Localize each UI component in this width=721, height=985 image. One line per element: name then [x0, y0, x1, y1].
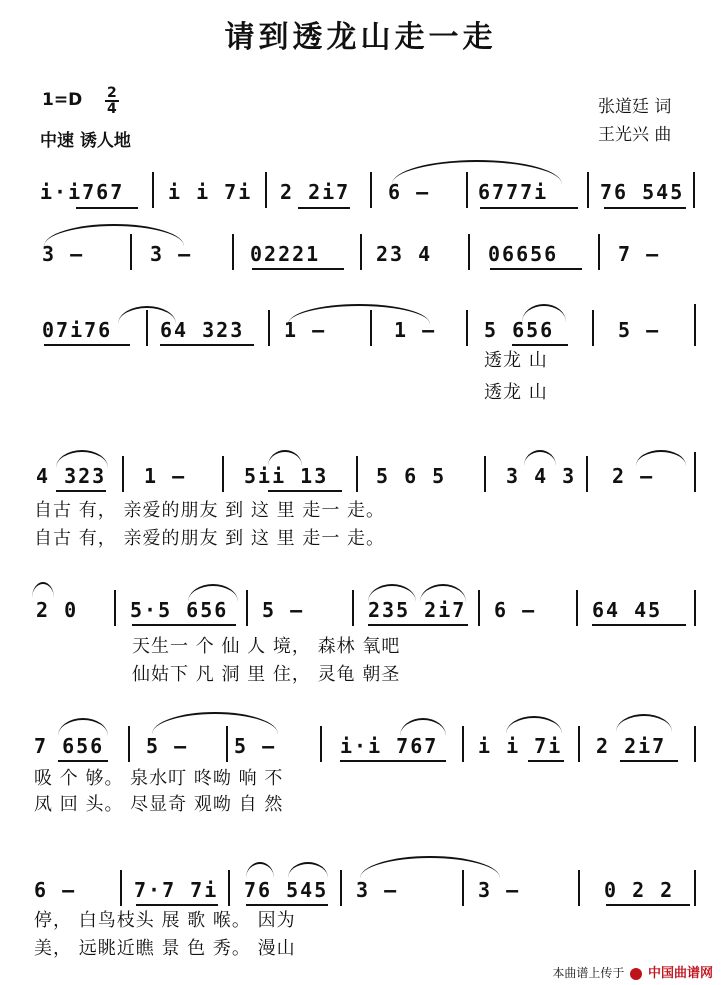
- beam: [76, 207, 138, 209]
- barline: [598, 234, 600, 270]
- measure: 6 –: [388, 180, 431, 204]
- barline: [356, 456, 358, 492]
- barline: [576, 590, 578, 626]
- slur: [188, 584, 238, 602]
- measure: 02221: [250, 242, 321, 266]
- beam: [340, 760, 446, 762]
- site-logo-icon: [630, 968, 642, 980]
- measure: 7 –: [618, 242, 661, 266]
- measure: 5·5 656: [130, 598, 229, 622]
- barline: [370, 172, 372, 208]
- barline: [694, 452, 696, 492]
- measure: 7 656: [34, 734, 105, 758]
- lyric-line-2: 透龙 山: [484, 382, 548, 403]
- barline: [152, 172, 154, 208]
- measure: 4 323: [36, 464, 107, 488]
- slur: [522, 304, 566, 322]
- barline: [265, 172, 267, 208]
- barline: [340, 870, 342, 906]
- measure: 06656: [488, 242, 559, 266]
- barline: [578, 870, 580, 906]
- measure: 5ii 13: [244, 464, 329, 488]
- measure: 0 2 2: [604, 878, 675, 902]
- measure: 7·7 7i: [134, 878, 219, 902]
- lyric-line-1: 天生一 个 仙 人 境， 森林 氧吧: [132, 636, 401, 657]
- barline: [114, 590, 116, 626]
- barline: [694, 590, 696, 626]
- slur: [368, 584, 416, 602]
- measure: 64 45: [592, 598, 663, 622]
- lyric-line-2: 自古 有， 亲爱的朋友 到 这 里 走一 走。: [34, 528, 386, 549]
- barline: [246, 590, 248, 626]
- measure: 1 –: [144, 464, 187, 488]
- slur: [268, 450, 302, 466]
- measure: 07i76: [42, 318, 113, 342]
- beam: [58, 760, 108, 762]
- beam: [268, 490, 342, 492]
- measure: 3 –: [478, 878, 521, 902]
- measure: 2 0: [36, 598, 79, 622]
- beam: [620, 760, 678, 762]
- measure: 5 –: [146, 734, 189, 758]
- measure: 5 –: [234, 734, 277, 758]
- lyricist-credit: 张道廷 词: [598, 97, 672, 117]
- measure: 235 2i7: [368, 598, 467, 622]
- lyric-line-2: 凤 回 头。 尽显奇 观呦 自 然: [34, 794, 284, 815]
- barline: [222, 456, 224, 492]
- barline: [228, 870, 230, 906]
- measure: 64 323: [160, 318, 245, 342]
- beam: [490, 268, 582, 270]
- barline: [694, 726, 696, 762]
- page-title: 请到透龙山走一走: [224, 20, 497, 55]
- time-signature-top: 2: [107, 85, 117, 101]
- barline: [462, 726, 464, 762]
- barline: [478, 590, 480, 626]
- measure: 1 –: [284, 318, 327, 342]
- measure: 3 4 3: [506, 464, 577, 488]
- beam: [160, 344, 254, 346]
- barline: [466, 310, 468, 346]
- measure: 76 545: [600, 180, 685, 204]
- beam: [252, 268, 344, 270]
- measure: 2 2i7: [596, 734, 667, 758]
- measure: i i 7i: [478, 734, 563, 758]
- beam: [604, 207, 686, 209]
- measure: 6 –: [494, 598, 537, 622]
- beam: [528, 760, 564, 762]
- slur: [32, 582, 54, 598]
- barline: [120, 870, 122, 906]
- beam: [132, 624, 236, 626]
- site-brand: 中国曲谱网: [647, 966, 713, 981]
- slur: [152, 712, 278, 734]
- time-signature-bottom: 4: [107, 101, 117, 117]
- upload-credit: [552, 962, 713, 981]
- barline: [694, 870, 696, 906]
- lyric-line-2: 仙姑下 凡 洞 里 住， 灵龟 朝圣: [132, 664, 401, 685]
- slur: [506, 716, 562, 734]
- slur: [118, 306, 176, 324]
- measure: 1 –: [394, 318, 437, 342]
- slur: [58, 718, 108, 736]
- composer-credit: 王光兴 曲: [598, 125, 672, 145]
- barline: [128, 726, 130, 762]
- measure: i i 7i: [168, 180, 253, 204]
- beam: [480, 207, 578, 209]
- beam: [56, 490, 106, 492]
- slur: [400, 718, 446, 736]
- barline: [268, 310, 270, 346]
- lyric-line-2: 美， 远眺近瞧 景 色 秀。 漫山: [34, 938, 296, 959]
- measure: 3 –: [42, 242, 85, 266]
- beam: [44, 344, 130, 346]
- barline: [694, 304, 696, 346]
- slur: [616, 714, 672, 732]
- barline: [484, 456, 486, 492]
- measure: 6 –: [34, 878, 77, 902]
- key-signature: 1=D: [42, 90, 83, 110]
- slur: [420, 584, 466, 602]
- beam: [368, 624, 468, 626]
- lyric-line-1: 自古 有， 亲爱的朋友 到 这 里 走一 走。: [34, 500, 386, 521]
- barline: [122, 456, 124, 492]
- beam: [592, 624, 686, 626]
- lyric-line-1: 透龙 山: [484, 350, 548, 371]
- barline: [592, 310, 594, 346]
- lyric-line-1: 停， 白鸟枝头 展 歌 喉。 因为: [34, 910, 296, 931]
- measure: 2 –: [612, 464, 655, 488]
- slur: [360, 856, 500, 878]
- measure: 5 –: [262, 598, 305, 622]
- measure: 23 4: [376, 242, 433, 266]
- slur: [288, 862, 328, 878]
- slur: [288, 304, 430, 324]
- slur: [392, 160, 562, 184]
- barline: [587, 172, 589, 208]
- barline: [468, 234, 470, 270]
- measure: i·i767: [40, 180, 125, 204]
- barline: [586, 456, 588, 492]
- barline: [360, 234, 362, 270]
- measure: 5 656: [484, 318, 555, 342]
- beam: [606, 904, 690, 906]
- measure: i·i 767: [340, 734, 439, 758]
- measure: 6777i: [478, 180, 549, 204]
- barline: [352, 590, 354, 626]
- lyric-line-1: 吸 个 够。 泉水叮 咚呦 响 不: [34, 768, 284, 789]
- measure: 76 545: [244, 878, 329, 902]
- beam: [298, 207, 350, 209]
- slur: [56, 450, 108, 468]
- measure: 5 6 5: [376, 464, 447, 488]
- time-signature: [105, 86, 119, 116]
- slur: [246, 862, 274, 878]
- slur: [636, 450, 686, 466]
- barline: [232, 234, 234, 270]
- barline: [320, 726, 322, 762]
- measure: 5 –: [618, 318, 661, 342]
- upload-credit-text: 本曲谱上传于: [552, 966, 625, 980]
- barline: [693, 172, 695, 208]
- slur: [524, 450, 556, 466]
- slur: [44, 224, 184, 246]
- measure: 2 2i7: [280, 180, 351, 204]
- tempo-marking: 中速 诱人地: [40, 131, 131, 151]
- measure: 3 –: [150, 242, 193, 266]
- measure: 3 –: [356, 878, 399, 902]
- barline: [578, 726, 580, 762]
